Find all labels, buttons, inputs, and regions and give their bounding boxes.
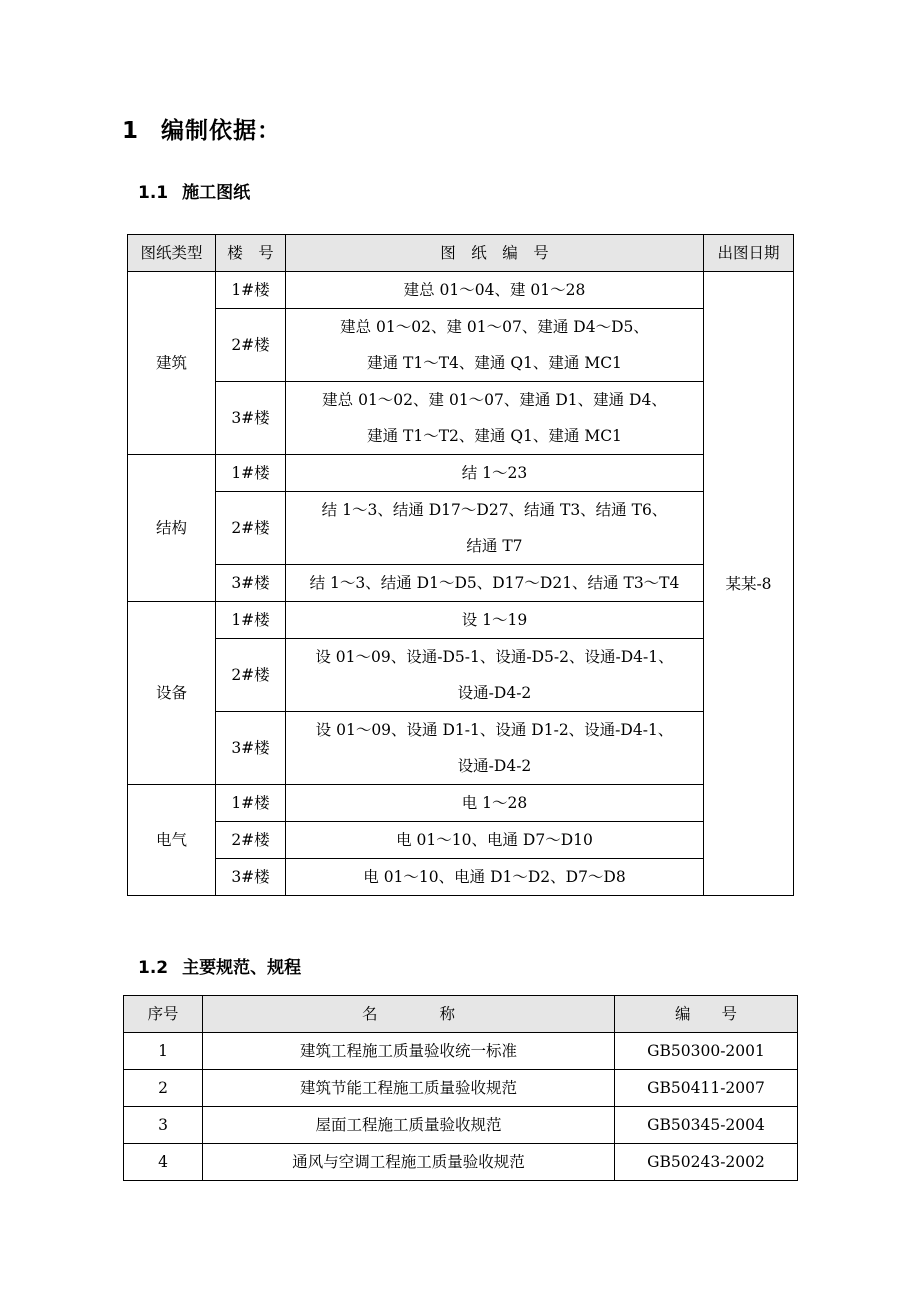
drawing-code-line: 建通 T1～T4、建通 Q1、建通 MC1 <box>367 354 622 372</box>
header-issue-date: 出图日期 <box>704 235 794 272</box>
header-drawing-type: 图纸类型 <box>128 235 216 272</box>
drawing-type-cell: 设备 <box>128 602 216 785</box>
drawing-codes-cell <box>286 272 704 309</box>
heading-1 <box>122 112 281 145</box>
drawing-code-line: 建总 01～02、建 01～07、建通 D4～D5、 <box>340 318 649 336</box>
drawing-code-line: 结 1～23 <box>461 464 528 482</box>
heading-1-2-number: 1.2 <box>138 958 169 978</box>
building-cell: 3#楼 <box>216 712 286 785</box>
specs-table <box>123 995 798 1181</box>
serial-cell: 4 <box>124 1144 203 1181</box>
spec-code-cell: GB50300-2001 <box>615 1033 798 1070</box>
serial-cell: 2 <box>124 1070 203 1107</box>
building-cell: 2#楼 <box>216 492 286 565</box>
drawing-type-cell: 电气 <box>128 785 216 896</box>
specs-header-row <box>124 996 798 1033</box>
table-row <box>124 1033 798 1070</box>
drawing-type-cell: 建筑 <box>128 272 216 455</box>
drawing-codes-cell <box>286 565 704 602</box>
issue-date-cell: 某某-8 <box>704 272 794 896</box>
heading-1-1-number: 1.1 <box>138 183 169 203</box>
table-row <box>128 272 794 309</box>
building-cell: 2#楼 <box>216 822 286 859</box>
drawing-codes-cell <box>286 822 704 859</box>
table-row <box>124 1144 798 1181</box>
drawings-header-row <box>128 235 794 272</box>
drawing-code-line: 设 01～09、设通 D1-1、设通 D1-2、设通-D4-1、 <box>315 721 674 739</box>
spec-name-cell: 通风与空调工程施工质量验收规范 <box>203 1144 615 1181</box>
building-cell: 2#楼 <box>216 639 286 712</box>
heading-1-1-title: 施工图纸 <box>182 183 251 203</box>
spec-name-cell: 建筑工程施工质量验收统一标准 <box>203 1033 615 1070</box>
table-row <box>128 602 794 639</box>
table-row <box>128 382 794 455</box>
spec-code-cell: GB50345-2004 <box>615 1107 798 1144</box>
table-row <box>128 859 794 896</box>
heading-1-2 <box>138 953 301 978</box>
table-row <box>128 639 794 712</box>
drawing-codes-cell <box>286 785 704 822</box>
table-row <box>124 1070 798 1107</box>
drawing-codes-cell <box>286 859 704 896</box>
building-cell: 1#楼 <box>216 785 286 822</box>
drawing-codes-cell <box>286 639 704 712</box>
drawing-code-line: 建总 01～04、建 01～28 <box>403 281 586 299</box>
table-row <box>128 785 794 822</box>
building-cell: 3#楼 <box>216 382 286 455</box>
table-row <box>128 455 794 492</box>
header-code: 编 号 <box>615 996 798 1033</box>
building-cell: 2#楼 <box>216 309 286 382</box>
header-name: 名 称 <box>203 996 615 1033</box>
drawing-type-cell: 结构 <box>128 455 216 602</box>
building-cell: 3#楼 <box>216 859 286 896</box>
spec-name-cell: 建筑节能工程施工质量验收规范 <box>203 1070 615 1107</box>
drawing-code-line: 电 01～10、电通 D7～D10 <box>396 831 593 849</box>
building-cell: 1#楼 <box>216 455 286 492</box>
drawing-code-line: 设 1～19 <box>461 611 528 629</box>
drawing-codes-cell <box>286 455 704 492</box>
drawing-codes-cell <box>286 492 704 565</box>
drawings-table <box>127 234 794 896</box>
table-row <box>128 565 794 602</box>
drawing-code-line: 设通-D4-2 <box>457 757 532 775</box>
building-cell: 3#楼 <box>216 565 286 602</box>
building-cell: 1#楼 <box>216 602 286 639</box>
serial-cell: 1 <box>124 1033 203 1070</box>
table-row <box>128 309 794 382</box>
heading-1-number: 1 <box>122 118 140 144</box>
drawing-code-line: 电 1～28 <box>461 794 528 812</box>
drawing-code-line: 建总 01～02、建 01～07、建通 D1、建通 D4、 <box>322 391 667 409</box>
header-drawing-codes: 图 纸 编 号 <box>286 235 704 272</box>
heading-1-title: 编制依据： <box>161 118 282 144</box>
header-building: 楼 号 <box>216 235 286 272</box>
drawing-code-line: 电 01～10、电通 D1～D2、D7～D8 <box>363 868 626 886</box>
drawing-code-line: 结通 T7 <box>466 537 523 555</box>
heading-1-2-title: 主要规范、规程 <box>182 958 302 978</box>
building-cell: 1#楼 <box>216 272 286 309</box>
drawing-codes-cell <box>286 309 704 382</box>
serial-cell: 3 <box>124 1107 203 1144</box>
heading-1-1 <box>138 178 250 203</box>
table-row <box>128 822 794 859</box>
spec-code-cell: GB50411-2007 <box>615 1070 798 1107</box>
drawing-code-line: 建通 T1～T2、建通 Q1、建通 MC1 <box>367 427 622 445</box>
spec-name-cell: 屋面工程施工质量验收规范 <box>203 1107 615 1144</box>
drawing-code-line: 结 1～3、结通 D17～D27、结通 T3、结通 T6、 <box>321 501 668 519</box>
spec-code-cell: GB50243-2002 <box>615 1144 798 1181</box>
drawing-code-line: 设 01～09、设通-D5-1、设通-D5-2、设通-D4-1、 <box>315 648 674 666</box>
table-row <box>124 1107 798 1144</box>
header-serial: 序号 <box>124 996 203 1033</box>
drawing-codes-cell <box>286 602 704 639</box>
drawing-codes-cell <box>286 382 704 455</box>
drawing-code-line: 结 1～3、结通 D1～D5、D17～D21、结通 T3～T4 <box>309 574 680 592</box>
drawing-code-line: 设通-D4-2 <box>457 684 532 702</box>
table-row <box>128 492 794 565</box>
drawing-codes-cell <box>286 712 704 785</box>
table-row <box>128 712 794 785</box>
